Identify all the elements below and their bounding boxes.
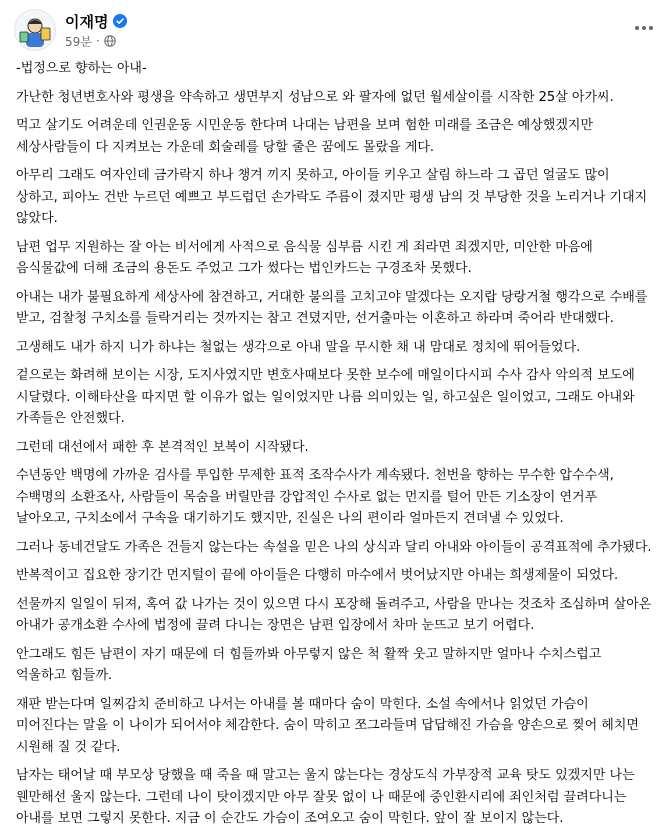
post-paragraph: 고생해도 내가 하지 니가 하냐는 철없는 생각으로 아내 말을 무시한 채 내 맘대로 정치에 뛰어들었다. (16, 339, 581, 355)
post-body (16, 58, 652, 837)
author-row (65, 11, 127, 31)
post-paragraph: 가난한 청년변호사와 평생을 약속하고 생면부지 성남으로 와 팔자에 없던 월세살이를 시작한 25살 아가씨. (16, 89, 614, 105)
post-paragraph: 그러나 동네건달도 가족은 건들지 않는다는 속설을 믿은 나의 상식과 달리 아내와 아이들이 공격표적에 추가됐다. (16, 539, 652, 555)
post-paragraph: 아내는 내가 불필요하게 세상사에 참견하고, 거대한 불의를 고치고야 말겠다는 오지랍 당랑거철 행각으로 수배를 받고, 검찰청 구치소를 들락거리는 것까지는 참고 견뎠지만, 선거출마는 이혼하고 하라며 죽어라 반대했다. (16, 289, 648, 326)
post-paragraph: 반복적이고 집요한 장기간 먼지털이 끝에 아이들은 다행히 마수에서 벗어났지만 아내는 희생제물이 되었다. (16, 568, 619, 583)
author-name[interactable]: 이재명 (65, 12, 109, 31)
post-paragraph: 먹고 살기도 어려운데 인권운동 시민운동 한다며 나대는 남편을 보며 험한 미래를 조금은 예상했겠지만 세상사람들이 다 지켜보는 가운데 회술레를 당할 줄은 꿈에도 몰랐을 게다. (16, 118, 594, 155)
more-horizontal-icon (634, 25, 654, 31)
separator-dot: · (95, 34, 100, 48)
more-options-button[interactable] (630, 14, 658, 42)
post-paragraph: 남편 업무 지원하는 잘 아는 비서에게 사적으로 음식물 심부름 시킨 게 죄라면 죄겠지만, 미안한 마음에 음식물값에 더해 조금의 용돈도 주었고 그가 썼다는 법인카드는 구경조차 못했다. (16, 239, 593, 276)
avatar-illustration-icon (15, 10, 55, 50)
post-header (14, 8, 127, 52)
post-paragraph: 아무리 그래도 여자인데 금가락지 하나 챙겨 끼지 못하고, 아이들 키우고 살림 하느라 그 곱던 얼굴도 많이 상하고, 피아노 건반 누르던 예쁘고 부드럽던 손가락도 주름이 졌지만 평생 남의 것 부당한 것을 노리거나 기대지 않았다. (16, 168, 648, 226)
post-paragraph: 수년동안 백명에 가까운 검사를 투입한 무제한 표적 조작수사가 계속됐다. 천번을 향하는 무수한 압수수색, 수백명의 소환조사, 사람들이 목숨을 버릴만큼 강압적인 수사로 없는 먼지를 털어 만든 기소장이 연거푸 날아오고, 구치소에서 구속을 대기하기도 했지만, 진실은 나의 편이라 얼마든지 견뎌낼 수 있었다. (16, 468, 614, 526)
post-paragraph: 남자는 태어날 때 부모상 당했을 때 죽을 때 말고는 울지 않는다는 경상도식 가부장적 교육 탓도 있겠지만 나는 웬만해선 울지 않는다. 그런데 나이 탓이겠지만 아무 잘못 없이 나 때문에 중인환시리에 죄인처럼 끌려다니는 아내를 보면 그렇지 못한다. 지금 이 순간도 가슴이 조여오고 숨이 막힌다. 앞이 잘 보이지 않는다. (16, 768, 635, 826)
globe-icon (104, 35, 116, 47)
post-paragraph: 재판 받는다며 일찌감치 준비하고 나서는 아내를 볼 때마다 숨이 막힌다. 소설 속에서나 읽었던 가슴이 미어진다는 말을 이 나이가 되어서야 체감한다. 숨이 막히고 쪼그라들며 답답해진 가슴을 양손으로 찢어 헤치면 시원해 질 것 같다. (16, 696, 639, 755)
post-timestamp[interactable]: 59분 (65, 34, 92, 49)
post-paragraph: 겉으로는 화려해 보이는 시장, 도지사였지만 변호사때보다 못한 보수에 매일이다시피 수사 감사 악의적 보도에 시달렸다. 이해타산을 따지면 할 이유가 없는 일이었지만 나름 의미있는 일, 하고싶은 일이었고, 그래도 아내와 가족들은 안전했다. (16, 368, 635, 426)
post-paragraph: -법정으로 향하는 아내- (16, 61, 147, 76)
post-meta (65, 11, 127, 49)
verified-badge-icon (113, 14, 127, 28)
post-paragraph: 안그래도 힘든 남편이 자기 때문에 더 힘들까봐 아무렇지 않은 척 활짝 웃고 말하지만 얼마나 수치스럽고 억울하고 힘들까. (16, 646, 602, 683)
post-paragraph: 선물까지 일일이 뒤져, 혹여 값 나가는 것이 있으면 다시 포장해 돌려주고, 사람을 만나는 것조차 조심하며 살아온 아내가 공개소환 수사에 법정에 끌려 다니는 장면은 남편 입장에서 차마 눈뜨고 보기 어렵다. (16, 596, 652, 633)
post-paragraph: 그런데 대선에서 패한 후 본격적인 보복이 시작됐다. (16, 439, 309, 455)
avatar[interactable] (14, 9, 56, 51)
post-subinfo (65, 33, 127, 49)
